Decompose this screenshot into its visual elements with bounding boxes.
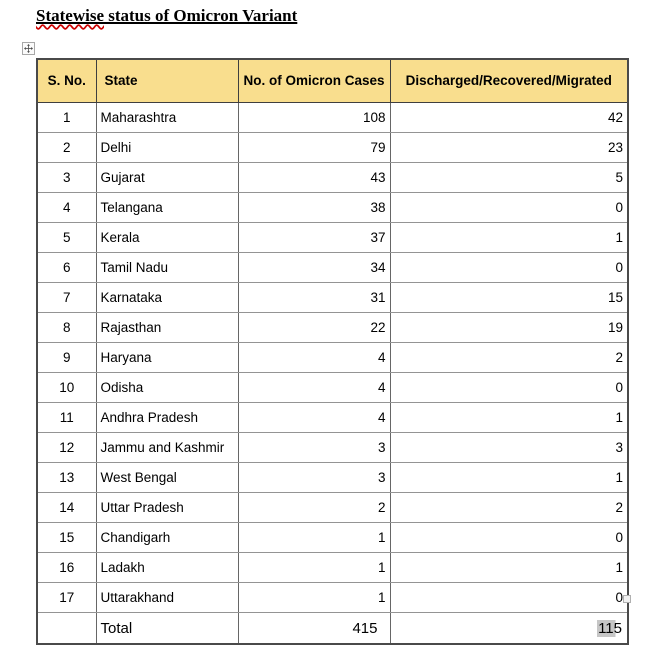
cell-state: Kerala — [96, 223, 238, 253]
cell-sno: 2 — [37, 133, 96, 163]
cell-state: Chandigarh — [96, 523, 238, 553]
cell-sno: 16 — [37, 553, 96, 583]
cell-sno: 10 — [37, 373, 96, 403]
cell-state: Odisha — [96, 373, 238, 403]
cell-state: Maharashtra — [96, 103, 238, 133]
cell-state: Telangana — [96, 193, 238, 223]
cell-state: Tamil Nadu — [96, 253, 238, 283]
cell-sno: 15 — [37, 523, 96, 553]
cell-state: Jammu and Kashmir — [96, 433, 238, 463]
cell-sno: 14 — [37, 493, 96, 523]
table-row — [37, 103, 628, 133]
table-row — [37, 313, 628, 343]
total-label-cell: Total — [96, 613, 238, 645]
cell-state: Haryana — [96, 343, 238, 373]
cell-cases: 108 — [238, 103, 390, 133]
cell-cases: 4 — [238, 373, 390, 403]
cell-sno: 3 — [37, 163, 96, 193]
cell-discharged: 3 — [390, 433, 628, 463]
cell-sno: 8 — [37, 313, 96, 343]
cell-sno: 13 — [37, 463, 96, 493]
cell-discharged: 19 — [390, 313, 628, 343]
cell-cases: 38 — [238, 193, 390, 223]
cell-cases: 2 — [238, 493, 390, 523]
cell-state: Andhra Pradesh — [96, 403, 238, 433]
cell-discharged: 0 — [390, 373, 628, 403]
table-row — [37, 403, 628, 433]
cell-discharged: 1 — [390, 553, 628, 583]
header-cases: No. of Omicron Cases — [238, 59, 390, 103]
total-cases-cell: 415 — [238, 613, 390, 645]
table-row — [37, 283, 628, 313]
table-row — [37, 553, 628, 583]
cell-state: Karnataka — [96, 283, 238, 313]
cell-discharged: 1 — [390, 223, 628, 253]
cell-discharged: 1 — [390, 463, 628, 493]
cell-cases: 1 — [238, 523, 390, 553]
cell-discharged: 5 — [390, 163, 628, 193]
cell-cases: 79 — [238, 133, 390, 163]
cell-sno: 11 — [37, 403, 96, 433]
four-direction-arrow-icon — [24, 44, 33, 53]
table-row — [37, 163, 628, 193]
cell-cases: 4 — [238, 403, 390, 433]
cell-state: Delhi — [96, 133, 238, 163]
cell-discharged: 2 — [390, 493, 628, 523]
page-title — [36, 6, 297, 26]
cell-state: Uttar Pradesh — [96, 493, 238, 523]
cell-sno: 4 — [37, 193, 96, 223]
cell-state: West Bengal — [96, 463, 238, 493]
cell-sno: 6 — [37, 253, 96, 283]
total-sno-cell — [37, 613, 96, 645]
cell-cases: 34 — [238, 253, 390, 283]
cell-sno: 17 — [37, 583, 96, 613]
cell-discharged: 15 — [390, 283, 628, 313]
cell-discharged: 23 — [390, 133, 628, 163]
cell-cases: 22 — [238, 313, 390, 343]
total-discharged-cell — [390, 613, 628, 645]
table-row — [37, 133, 628, 163]
cell-cases: 1 — [238, 553, 390, 583]
header-state: State — [96, 59, 238, 103]
cell-state: Uttarakhand — [96, 583, 238, 613]
cell-cases: 43 — [238, 163, 390, 193]
cell-discharged: 0 — [390, 583, 628, 613]
table-row — [37, 253, 628, 283]
table-row — [37, 193, 628, 223]
omicron-status-table — [36, 58, 629, 645]
table-resize-handle-icon[interactable] — [623, 595, 631, 603]
cell-cases: 37 — [238, 223, 390, 253]
table-row — [37, 373, 628, 403]
table-body — [37, 103, 628, 613]
cell-sno: 12 — [37, 433, 96, 463]
header-discharged: Discharged/Recovered/Migrated — [390, 59, 628, 103]
header-row — [37, 59, 628, 103]
table-row — [37, 523, 628, 553]
table-row — [37, 343, 628, 373]
cell-cases: 4 — [238, 343, 390, 373]
table-move-handle-icon[interactable] — [22, 42, 35, 55]
cell-sno: 5 — [37, 223, 96, 253]
cell-cases: 1 — [238, 583, 390, 613]
cell-state: Gujarat — [96, 163, 238, 193]
table-row — [37, 583, 628, 613]
cell-sno: 7 — [37, 283, 96, 313]
cell-discharged: 2 — [390, 343, 628, 373]
cell-sno: 1 — [37, 103, 96, 133]
cell-cases: 3 — [238, 463, 390, 493]
total-discharged-field-shaded: 115 — [598, 619, 622, 637]
cell-cases: 3 — [238, 433, 390, 463]
table-row — [37, 493, 628, 523]
cell-sno: 9 — [37, 343, 96, 373]
table-row — [37, 433, 628, 463]
title-misspelled-word: Statewise — [36, 6, 104, 25]
cell-discharged: 42 — [390, 103, 628, 133]
cell-state: Ladakh — [96, 553, 238, 583]
cell-state: Rajasthan — [96, 313, 238, 343]
cell-discharged: 1 — [390, 403, 628, 433]
cell-discharged: 0 — [390, 253, 628, 283]
title-rest: status of Omicron Variant — [103, 6, 298, 25]
cell-discharged: 0 — [390, 523, 628, 553]
total-row — [37, 613, 628, 645]
cell-cases: 31 — [238, 283, 390, 313]
table-row — [37, 463, 628, 493]
cell-discharged: 0 — [390, 193, 628, 223]
table-row — [37, 223, 628, 253]
header-sno: S. No. — [37, 59, 96, 103]
